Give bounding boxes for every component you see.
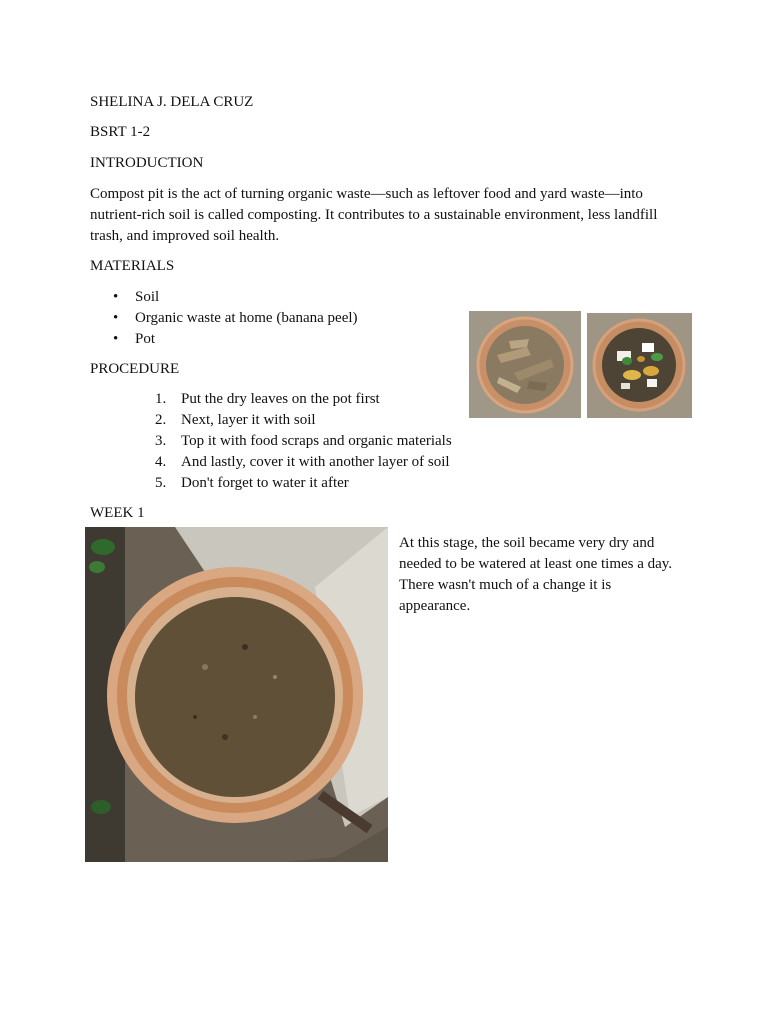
list-item xyxy=(90,308,358,329)
week1-description: At this stage, the soil became very dry and needed to be watered at least one times a day. There wasn't much of a change it is appearance. xyxy=(399,535,673,614)
material-label: Soil xyxy=(135,289,160,305)
material-label: Organic waste at home (banana peel) xyxy=(135,310,358,326)
list-item xyxy=(155,431,452,452)
author-name: SHELINA J. DELA CRUZ xyxy=(90,94,254,110)
step-text: Don't forget to water it after xyxy=(181,475,349,491)
week1-soil-pot-photo xyxy=(85,527,388,862)
bullet-icon: • xyxy=(113,331,119,347)
step-text: Next, layer it with soil xyxy=(181,412,316,428)
step-text: And lastly, cover it with another layer of soil xyxy=(181,454,450,470)
procedure-heading: PROCEDURE xyxy=(90,361,180,377)
step-number: 3. xyxy=(155,433,167,449)
step-number: 1. xyxy=(155,391,167,407)
class-section: BSRT 1-2 xyxy=(90,124,151,140)
material-label: Pot xyxy=(135,331,156,347)
bullet-icon: • xyxy=(113,310,119,326)
week1-heading: WEEK 1 xyxy=(90,505,145,521)
step-number: 4. xyxy=(155,454,167,470)
step-number: 2. xyxy=(155,412,167,428)
procedure-list xyxy=(155,389,452,494)
food-scraps-pot-photo xyxy=(587,313,692,418)
step-text: Top it with food scraps and organic materials xyxy=(181,433,452,449)
list-item xyxy=(90,329,358,350)
list-item xyxy=(90,287,358,308)
materials-list xyxy=(90,287,358,350)
bullet-icon: • xyxy=(113,289,119,305)
dry-leaves-pot-photo xyxy=(469,311,581,418)
introduction-heading: INTRODUCTION xyxy=(90,155,204,171)
introduction-paragraph: Compost pit is the act of turning organic waste—such as leftover food and yard waste—into nutrient-rich soil is called composting. It contributes to a sustainable environment, less landfill trash, and improved soil health. xyxy=(90,186,658,244)
materials-heading: MATERIALS xyxy=(90,258,175,274)
list-item xyxy=(155,473,452,494)
list-item xyxy=(155,452,452,473)
step-number: 5. xyxy=(155,475,167,491)
step-text: Put the dry leaves on the pot first xyxy=(181,391,380,407)
list-item xyxy=(155,389,452,410)
list-item xyxy=(155,410,452,431)
